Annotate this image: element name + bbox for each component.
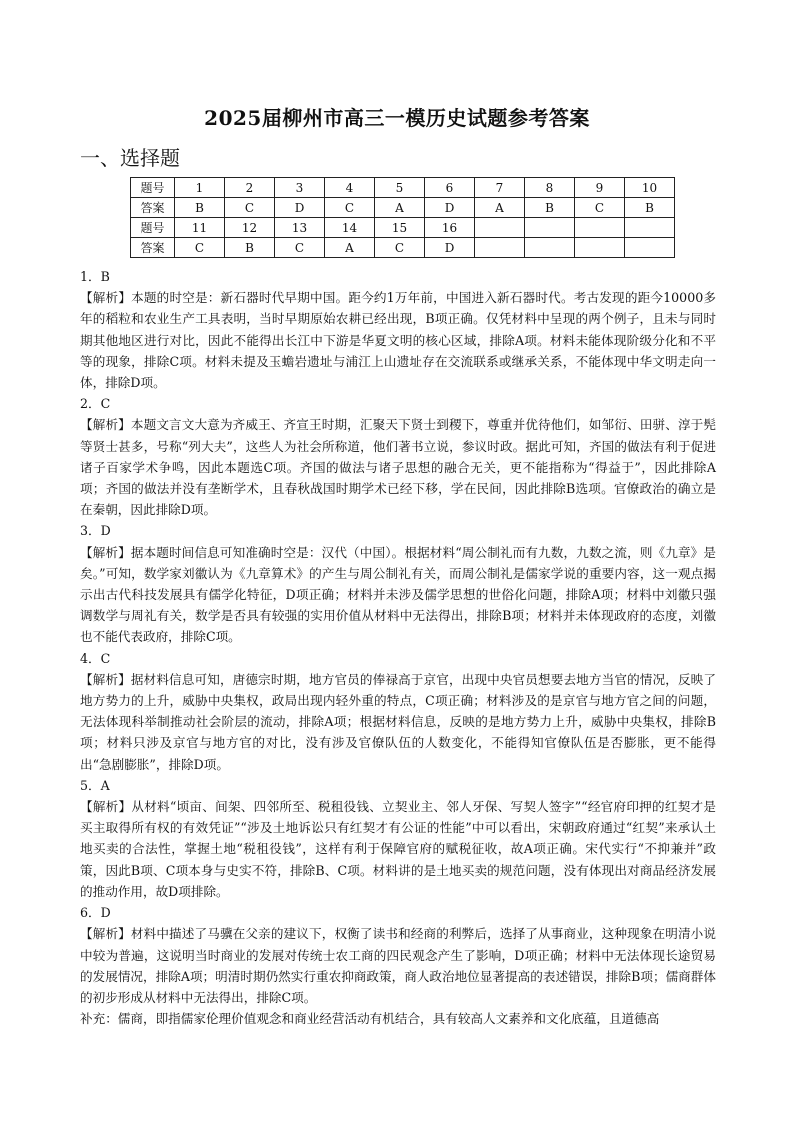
table-row bbox=[131, 238, 675, 258]
table-cell: 9 bbox=[575, 178, 625, 198]
question-block bbox=[80, 902, 716, 1008]
question-explanation: 【解析】据材料信息可知，唐德宗时期，地方官员的俸禄高于京官，出现中央官员想要去地方当官的情况，反映了地方势力的上升，威胁中央集权，政局出现内轻外重的特点，C项正确；材料涉及的是京官与地方官之间的问题，无法体现科举制推动社会阶层的流动，排除A项；根据材料信息，反映的是地方势力上升，威胁中央集权，排除B项；材料只涉及京官与地方官的对比，没有涉及官僚队伍的人数变化，不能得知官僚队伍是否膨胀，更不能得出“急剧膨胀”，排除D项。 bbox=[80, 671, 716, 772]
table-cell: 题号 bbox=[131, 178, 175, 198]
table-cell bbox=[475, 218, 525, 238]
question-block bbox=[80, 775, 716, 902]
table-cell: 7 bbox=[475, 178, 525, 198]
table-cell: C bbox=[225, 198, 275, 218]
table-cell: 4 bbox=[325, 178, 375, 198]
table-cell: 答案 bbox=[131, 198, 175, 218]
table-cell: 10 bbox=[625, 178, 675, 198]
table-cell: D bbox=[425, 238, 475, 258]
question-explanation: 【解析】本题文言文大意为齐威王、齐宣王时期，汇聚天下贤士到稷下，尊重并优待他们，如邹衍、田骈、淳于髡等贤士甚多，号称“列大夫”，这些人为社会所称道，他们著书立说，参议时政。据此可知，齐国的做法有利于促进诸子百家学术争鸣，因此本题选C项。齐国的做法与诸子思想的融合无关，更不能指称为“得益于”，因此排除A项；齐国的做法并没有垄断学术，且春秋战国时期学术已经下移，学在民间，因此排除B选项。官僚政治的确立是在秦朝，因此排除D项。 bbox=[80, 417, 716, 518]
table-cell: C bbox=[275, 238, 325, 258]
table-cell bbox=[625, 238, 675, 258]
table-cell: A bbox=[325, 238, 375, 258]
table-cell: 3 bbox=[275, 178, 325, 198]
question-block bbox=[80, 520, 716, 647]
table-cell: A bbox=[375, 198, 425, 218]
supplement-note: 补充：儒商，即指儒家伦理价值观念和商业经营活动有机结合，具有较高人文素养和文化底蕴，且道德高 bbox=[80, 1011, 660, 1027]
table-cell: B bbox=[625, 198, 675, 218]
table-cell: 8 bbox=[525, 178, 575, 198]
question-block bbox=[80, 393, 716, 520]
table-cell: 15 bbox=[375, 218, 425, 238]
section-heading: 一、选择题 bbox=[80, 146, 180, 170]
page-title: 2025届柳州市高三一模历史试题参考答案 bbox=[204, 106, 590, 130]
table-cell: 题号 bbox=[131, 218, 175, 238]
table-row bbox=[131, 198, 675, 218]
question-explanation: 【解析】材料中描述了马骥在父亲的建议下，权衡了读书和经商的利弊后，选择了从事商业，这种现象在明清小说中较为普遍，这说明当时商业的发展对传统士农工商的四民观念产生了影响，D项正确；材料中无法体现长途贸易的发展情况，排除A项；明清时期仍然实行重农抑商政策，商人政治地位显著提高的表述错误，排除B项；儒商群体的初步形成从材料中无法得出，排除C项。 bbox=[80, 926, 716, 1005]
question-explanation: 【解析】从材料“顷亩、间架、四邻所至、税租役钱、立契业主、邻人牙保、写契人签字”“经官府印押的红契才是买主取得所有权的有效凭证”“涉及土地诉讼只有红契才有公证的性能”中可以看出，宋朝政府通过“红契”来承认土地买卖的合法性，掌握土地“税租役钱”，这样有利于保障官府的赋税征收，故A项正确。宋代实行“不抑兼并”政策，因此B项、C项本身与史实不符，排除B、C项。材料讲的是土地买卖的规范问题，没有体现出对商品经济发展的推动作用，故D项排除。 bbox=[80, 799, 716, 899]
table-cell: 13 bbox=[275, 218, 325, 238]
table-cell bbox=[525, 218, 575, 238]
table-cell: D bbox=[275, 198, 325, 218]
question-answer: 1．B bbox=[80, 269, 110, 284]
table-cell: C bbox=[575, 198, 625, 218]
question-answer: 2．C bbox=[80, 396, 111, 412]
question-block bbox=[80, 648, 716, 775]
table-cell: C bbox=[375, 238, 425, 258]
table-cell: B bbox=[175, 198, 225, 218]
answer-table bbox=[130, 177, 675, 258]
question-block bbox=[80, 266, 716, 393]
table-cell bbox=[575, 218, 625, 238]
table-cell: 6 bbox=[425, 178, 475, 198]
table-cell: 答案 bbox=[131, 238, 175, 258]
table-cell: 11 bbox=[175, 218, 225, 238]
question-answer: 4．C bbox=[80, 650, 111, 666]
table-cell bbox=[475, 238, 525, 258]
question-answer: 3．D bbox=[80, 523, 111, 539]
table-cell: C bbox=[175, 238, 225, 258]
table-cell: 14 bbox=[325, 218, 375, 238]
table-cell: 5 bbox=[375, 178, 425, 198]
table-cell bbox=[625, 218, 675, 238]
table-cell bbox=[525, 238, 575, 258]
answer-explanations bbox=[80, 266, 716, 1029]
table-cell: D bbox=[425, 198, 475, 218]
table-cell: 2 bbox=[225, 178, 275, 198]
table-cell: A bbox=[475, 198, 525, 218]
table-cell: 12 bbox=[225, 218, 275, 238]
table-row bbox=[131, 178, 675, 198]
question-explanation: 【解析】本题的时空是：新石器时代早期中国。距今约1万年前，中国进入新石器时代。考古发现的距今10000多年的稻粒和农业生产工具表明，当时早期原始农耕已经出现，B项正确。仅凭材料中呈现的两个例子，且未与同时期其他地区进行对比，因此不能得出长江中下游是华夏文明的核心区域，排除A项。材料未能体现阶级分化和不平等的现象，排除C项。材料未提及玉蟾岩遗址与浦江上山遗址存在交流联系或继承关系，不能体现中华文明走向一体，排除D项。 bbox=[80, 290, 716, 391]
table-row bbox=[131, 218, 675, 238]
table-cell: B bbox=[225, 238, 275, 258]
table-cell: 1 bbox=[175, 178, 225, 198]
table-cell bbox=[575, 238, 625, 258]
question-explanation: 【解析】据本题时间信息可知准确时空是：汉代（中国）。根据材料“周公制礼而有九数，九数之流，则《九章》是矣。”可知，数学家刘徽认为《九章算术》的产生与周公制礼有关，而周公制礼是儒家学说的重要内容，这一观点揭示出古代科技发展具有儒学化特征，D项正确；材料并未涉及儒学思想的世俗化问题，排除A项；材料中刘徽只强调数学与周礼有关，数学是否具有较强的实用价值从材料中无法得出，排除B项；材料并未体现政府的态度，刘徽也不能代表政府，排除C项。 bbox=[80, 544, 716, 645]
table-cell: C bbox=[325, 198, 375, 218]
table-cell: B bbox=[525, 198, 575, 218]
question-answer: 5．A bbox=[80, 777, 110, 793]
question-answer: 6．D bbox=[80, 905, 111, 921]
table-cell: 16 bbox=[425, 218, 475, 238]
